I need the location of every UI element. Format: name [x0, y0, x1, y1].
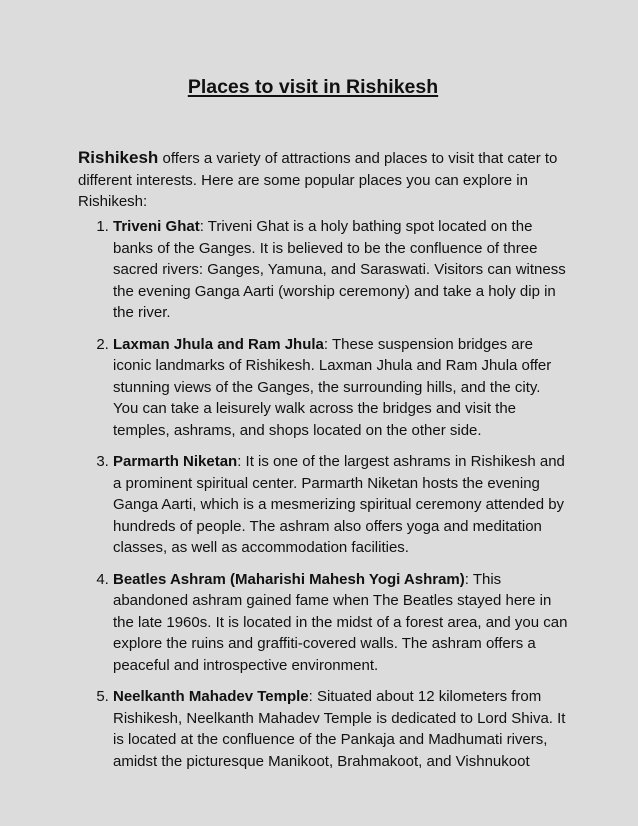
intro-lead: Rishikesh — [78, 148, 159, 167]
place-name: Beatles Ashram (Maharishi Mahesh Yogi Ashram) — [113, 570, 465, 588]
page-title: Places to visit in Rishikesh — [187, 76, 439, 98]
list-item — [113, 569, 568, 677]
list-item — [113, 334, 568, 442]
place-name: Parmarth Niketan — [113, 453, 238, 470]
place-name: Neelkanth Mahadev Temple — [113, 688, 309, 705]
list-item — [113, 216, 568, 324]
intro-paragraph — [78, 147, 568, 213]
list-item — [113, 451, 568, 559]
place-description: : Situated about 12 kilometers from Rishikesh, Neelkanth Mahadev Temple is dedicated to Lord Shiva. It is located at the confluence of the Pankaja and Madhumati rivers, amidst the picturesque Manikoot, Brahmakoot, and Vishnukoot — [113, 688, 566, 770]
intro-text: offers a variety of attractions and places to visit that cater to different interests. Here are some popular places you can explore in Rishikesh: — [78, 150, 558, 210]
place-name: Triveni Ghat — [113, 218, 200, 235]
place-description: : Triveni Ghat is a holy bathing spot located on the banks of the Ganges. It is believed to be the confluence of three sacred rivers: Ganges, Yamuna, and Saraswati. Visitors can witness the evening Ganga Aarti (worship ceremony) and take a holy dip in the river. — [113, 218, 566, 321]
place-name: Laxman Jhula and Ram Jhula — [113, 335, 324, 353]
place-description: : It is one of the largest ashrams in Rishikesh and a prominent spiritual center. Parmarth Niketan hosts the evening Ganga Aarti, which is a mesmerizing spiritual ceremony attended by hundreds of people. The ashram also offers yoga and meditation classes, as well as accommodation facilities. — [113, 453, 565, 556]
place-description: : This abandoned ashram gained fame when The Beatles stayed here in the late 1960s. It is located in the midst of a forest area, and you can explore the ruins and graffiti-covered walls. The ashram offers a peaceful and introspective environment. — [113, 570, 568, 674]
places-list — [78, 216, 568, 782]
list-item — [113, 686, 568, 772]
place-description: : These suspension bridges are iconic landmarks of Rishikesh. Laxman Jhula and Ram Jhula offer stunning views of the Ganges, the surrounding hills, and the city. You can take a leisurely walk across the bridges and visit the temples, ashrams, and shops located on the other side. — [113, 335, 552, 439]
